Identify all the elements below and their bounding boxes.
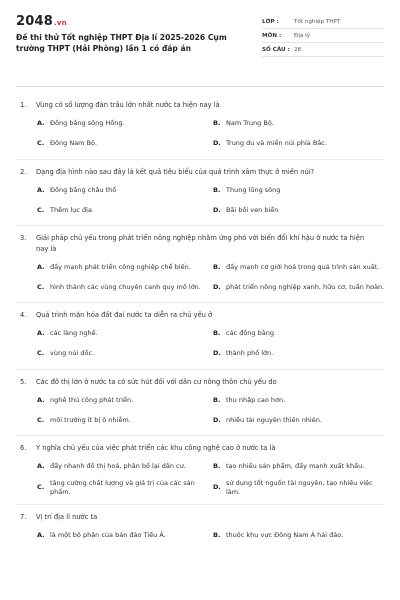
question-item — [16, 303, 384, 370]
answer-option[interactable] — [37, 479, 213, 498]
answer-option[interactable] — [213, 326, 393, 343]
answer-option[interactable] — [213, 412, 393, 429]
header-divider — [16, 86, 384, 87]
option-letter: D. — [213, 205, 221, 214]
question-stem — [16, 233, 384, 254]
option-text: nghề thủ công phát triển. — [50, 395, 134, 404]
answer-option[interactable] — [37, 279, 213, 296]
option-letter: C. — [37, 139, 45, 148]
answer-option[interactable] — [37, 346, 213, 363]
question-stem — [16, 512, 384, 523]
question-item — [16, 160, 384, 227]
question-number: 7. — [20, 512, 27, 521]
question-text: Ý nghĩa chủ yếu của việc phát triển các khu công nghệ cao ở nước ta là — [36, 444, 276, 452]
option-text: đẩy mạnh cơ giới hoá trong quá trình sản xuất. — [226, 262, 380, 271]
meta-class — [262, 15, 384, 29]
option-text: Đồng bằng sông Hồng. — [50, 119, 125, 128]
answer-option[interactable] — [37, 326, 213, 343]
option-letter: C. — [37, 483, 45, 492]
option-letter: D. — [213, 415, 221, 424]
answer-option[interactable] — [213, 202, 393, 219]
option-text: là một bộ phận của bán đảo Tiểu Á. — [50, 530, 166, 539]
option-text: Thềm lục địa — [50, 205, 92, 214]
question-item — [16, 505, 384, 551]
answer-option[interactable] — [213, 182, 393, 199]
answer-option[interactable] — [37, 412, 213, 429]
meta-value: Địa lý — [294, 32, 310, 39]
option-text: các làng nghề. — [50, 329, 98, 338]
question-list — [16, 93, 384, 550]
question-item — [16, 370, 384, 437]
exam-meta — [262, 15, 384, 74]
option-text: thu nhập cao hơn. — [226, 395, 286, 404]
option-text: Đồng bằng châu thổ — [50, 185, 117, 194]
option-letter: A. — [37, 530, 45, 539]
answer-option[interactable] — [37, 116, 213, 133]
option-text: Trung du và miền núi phía Bắc. — [226, 139, 327, 148]
answer-option[interactable] — [37, 136, 213, 153]
answer-options — [37, 254, 384, 302]
answer-option[interactable] — [213, 479, 393, 498]
option-letter: B. — [213, 185, 221, 194]
option-text: thành phố lớn. — [226, 349, 274, 358]
option-letter: C. — [37, 205, 45, 214]
answer-options — [37, 321, 384, 369]
option-text: thuộc khu vực Đông Nam Á hải đảo. — [226, 530, 344, 539]
answer-option[interactable] — [37, 527, 213, 544]
question-stem — [16, 100, 384, 111]
option-letter: A. — [37, 262, 45, 271]
option-letter: B. — [213, 119, 221, 128]
answer-option[interactable] — [37, 459, 213, 476]
question-item — [16, 93, 384, 160]
option-letter: D. — [213, 349, 221, 358]
brand-name: 2048 — [16, 14, 53, 29]
header-left — [16, 14, 248, 74]
question-stem — [16, 310, 384, 321]
question-text: Giải pháp chủ yếu trong phát triển nông nghiệp nhằm ứng phó với biến đổi khí hậu ở nước ta hiện nay là — [36, 234, 365, 253]
answer-options — [37, 111, 384, 159]
option-text: Thung lũng sông — [226, 185, 281, 194]
option-letter: B. — [213, 262, 221, 271]
answer-option[interactable] — [213, 279, 393, 296]
page-header — [16, 14, 384, 74]
question-stem — [16, 167, 384, 178]
option-text: Nam Trung Bộ. — [226, 119, 274, 128]
answer-option[interactable] — [213, 392, 393, 409]
question-number: 2. — [20, 167, 27, 176]
option-text: môi trường ít bị ô nhiễm. — [50, 415, 131, 424]
question-text: Dạng địa hình nào sau đây là kết quả tiêu biểu của quá trình xâm thực ở miền núi? — [36, 167, 315, 176]
question-number: 3. — [20, 234, 27, 242]
option-text: tạo nhiều sản phẩm, đẩy mạnh xuất khẩu. — [226, 462, 365, 471]
answer-options — [37, 177, 384, 225]
meta-value: 28 — [294, 46, 302, 53]
question-item — [16, 226, 384, 303]
answer-option[interactable] — [37, 392, 213, 409]
option-text: Bãi bồi ven biển — [226, 205, 279, 214]
question-number: 6. — [20, 444, 27, 452]
answer-option[interactable] — [37, 259, 213, 276]
option-letter: A. — [37, 119, 45, 128]
question-item — [16, 436, 384, 505]
option-text: vùng núi dốc. — [50, 349, 95, 358]
answer-options — [37, 454, 384, 504]
brand-tld: .vn — [53, 19, 67, 27]
option-text: các đồng bằng. — [226, 329, 277, 338]
option-text: tăng cường chất lượng và giá trị của các sản phẩm. — [50, 478, 195, 496]
brand-logo[interactable] — [16, 14, 248, 29]
question-text: Quá trình mặn hóa đất đai nước ta diễn ra chủ yếu ở — [36, 311, 213, 319]
meta-subject — [262, 29, 384, 43]
option-letter: D. — [213, 282, 221, 291]
answer-option[interactable] — [213, 459, 393, 476]
option-letter: C. — [37, 349, 45, 358]
question-text: Vị trí địa lí nước ta — [36, 512, 98, 521]
meta-value: Tốt nghiệp THPT — [294, 18, 341, 25]
option-letter: D. — [213, 483, 221, 492]
question-text: Vùng có số lượng đàn trâu lớn nhất nước ta hiện nay là — [36, 101, 220, 109]
option-letter: B. — [213, 329, 221, 338]
question-text: Các đô thị lớn ở nước ta có sức hút đối với dân cư nông thôn chủ yếu do — [36, 377, 277, 386]
question-stem — [16, 443, 384, 454]
meta-label: MÔN : — [262, 32, 282, 39]
option-letter: C. — [37, 282, 45, 291]
meta-question-count — [262, 43, 384, 57]
option-letter: A. — [37, 462, 45, 471]
answer-options — [37, 387, 384, 435]
answer-option[interactable] — [37, 182, 213, 199]
answer-options — [37, 522, 384, 550]
exam-title: Đề thi thử Tốt nghiệp THPT Địa lí 2025-2026 Cụm trường THPT (Hải Phòng) lần 1 có đáp án — [16, 33, 227, 53]
option-letter: A. — [37, 185, 45, 194]
option-letter: C. — [37, 415, 45, 424]
question-number: 5. — [20, 377, 27, 386]
question-number: 1. — [20, 101, 27, 109]
option-text: hình thành các vùng chuyên canh quy mô lớn. — [50, 282, 201, 291]
question-number: 4. — [20, 311, 27, 319]
option-text: nhiều tài nguyên thiên nhiên. — [226, 415, 322, 424]
answer-option[interactable] — [213, 136, 393, 153]
meta-label: LỚP : — [262, 18, 279, 25]
answer-option[interactable] — [213, 527, 393, 544]
answer-option[interactable] — [37, 202, 213, 219]
answer-option[interactable] — [213, 346, 393, 363]
option-letter: B. — [213, 395, 221, 404]
meta-label: SỐ CÂU : — [262, 46, 290, 53]
answer-option[interactable] — [213, 116, 393, 133]
option-letter: B. — [213, 462, 221, 471]
option-text: sử dụng tốt nguồn tài nguyên, tạo nhiều việc làm. — [226, 478, 373, 496]
option-text: phát triển nông nghiệp xanh, hữu cơ, tuần hoàn. — [226, 282, 385, 291]
answer-option[interactable] — [213, 259, 393, 276]
option-letter: A. — [37, 329, 45, 338]
option-text: đẩy mạnh phát triển công nghiệp chế biến. — [50, 262, 191, 271]
option-letter: B. — [213, 530, 221, 539]
question-stem — [16, 377, 384, 388]
option-letter: A. — [37, 395, 45, 404]
option-text: Đông Nam Bộ. — [50, 139, 98, 148]
option-letter: D. — [213, 139, 221, 148]
option-text: đẩy nhanh đô thị hoá, phân bố lại dân cư. — [50, 462, 186, 471]
